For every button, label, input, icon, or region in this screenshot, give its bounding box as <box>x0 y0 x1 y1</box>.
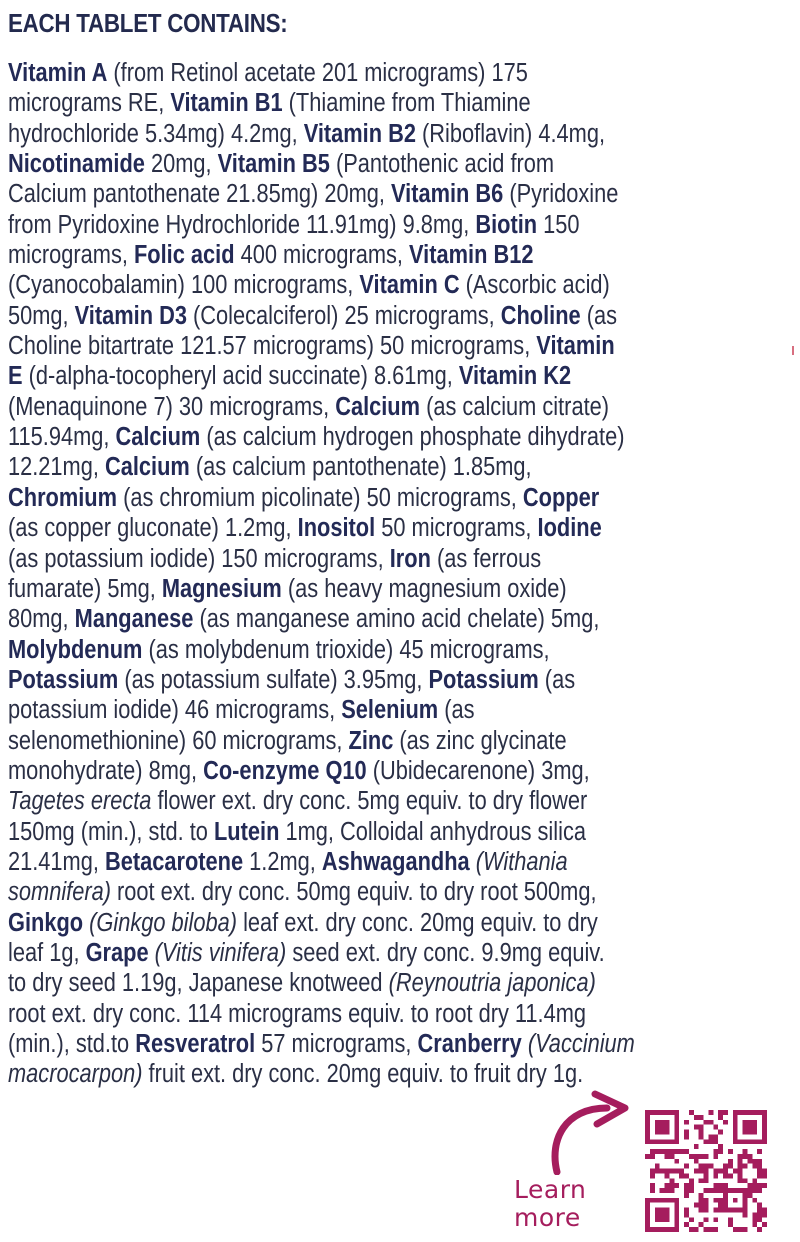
ingredient-line <box>8 635 778 665</box>
botanical-name: (Vaccinium <box>521 1030 635 1058</box>
ingredient-line <box>8 574 778 604</box>
ingredient-name: Iodine <box>537 514 602 543</box>
ingredient-line <box>8 756 778 786</box>
botanical-name: (Withania <box>469 847 568 876</box>
ingredient-detail: 115.94mg, <box>8 423 116 452</box>
ingredient-name: Molybdenum <box>8 635 143 664</box>
ingredient-detail: (as manganese amino acid chelate) 5mg, <box>193 605 600 634</box>
ingredient-detail: (as zinc glycinate <box>393 726 567 755</box>
ingredient-detail: (Ascorbic acid) <box>459 271 610 300</box>
ingredient-detail: selenomethionine) 60 micrograms, <box>8 726 349 755</box>
ingredient-name: Vitamin K2 <box>458 362 572 391</box>
ingredient-detail: fruit ext. dry conc. 20mg equiv. to fruit dry 1g. <box>142 1060 584 1089</box>
ingredient-name: Manganese <box>74 605 194 634</box>
ingredient-detail: (as molybdenum trioxide) 45 micrograms, <box>142 635 550 664</box>
ingredient-name: Folic acid <box>133 241 235 270</box>
ingredient-detail: 1mg, Colloidal anhydrous silica <box>279 817 586 846</box>
ingredient-line <box>8 695 778 725</box>
ingredient-detail: (from Retinol acetate 201 micrograms) 175 <box>107 59 528 87</box>
ingredient-detail: (Ubidecarenone) 3mg, <box>366 756 590 785</box>
ingredient-detail: 50mg, <box>8 301 75 330</box>
ingredient-detail: root ext. dry conc. 50mg equiv. to dry root 500mg, <box>110 878 597 907</box>
botanical-name: (Reynoutria japonica) <box>388 969 596 998</box>
ingredient-detail: (Colecalciferol) 25 micrograms, <box>186 301 501 330</box>
ingredient-line <box>8 392 778 422</box>
ingredient-name: Inositol <box>297 514 376 543</box>
ingredient-name: Ashwagandha <box>321 847 470 876</box>
ingredient-detail: (as potassium iodide) 150 micrograms, <box>8 544 390 573</box>
ingredient-detail: micrograms RE, <box>8 89 171 118</box>
ingredient-detail: 80mg, <box>8 605 75 634</box>
ingredient-detail: (Riboflavin) 4.4mg, <box>415 119 606 148</box>
ingredient-name: Vitamin B2 <box>303 119 416 148</box>
ingredient-detail: Choline bitartrate 121.57 micrograms) 50 micrograms, <box>8 332 537 361</box>
ingredient-detail: (as heavy magnesium oxide) <box>281 574 567 603</box>
ingredient-detail: (as calcium pantothenate) 1.85mg, <box>189 453 532 482</box>
ingredient-detail: 400 micrograms, <box>234 241 410 270</box>
ingredient-name: Calcium <box>104 453 190 482</box>
ingredient-detail: (d-alpha-tocopheryl acid succinate) 8.61mg, <box>22 362 459 391</box>
ingredient-detail: (as calcium hydrogen phosphate dihydrate) <box>200 423 625 452</box>
ingredient-name: Choline <box>500 301 581 330</box>
ingredient-detail: (as chromium picolinate) 50 micrograms, <box>117 483 523 512</box>
ingredient-detail: potassium iodide) 46 micrograms, <box>8 696 342 725</box>
ingredient-name: Vitamin B1 <box>170 89 283 118</box>
ingredient-detail: flower ext. dry conc. 5mg equiv. to dry flower <box>151 787 588 816</box>
learn-more-link[interactable] <box>514 1176 586 1232</box>
ingredient-name: E <box>8 362 23 391</box>
ingredient-line <box>8 877 778 907</box>
ingredient-line <box>8 1059 778 1089</box>
ingredient-name: Calcium <box>115 423 201 452</box>
learn-more-line1: Learn <box>514 1175 587 1204</box>
ingredient-detail: (Cyanocobalamin) 100 micrograms, <box>8 271 360 300</box>
botanical-name: macrocarpon) <box>8 1060 143 1089</box>
ingredient-line <box>8 270 778 300</box>
ingredient-line <box>8 301 778 331</box>
ingredient-line <box>8 179 778 209</box>
ingredient-name: Selenium <box>341 696 439 725</box>
ingredient-detail: 12.21mg, <box>8 453 105 482</box>
ingredient-line <box>8 88 778 118</box>
ingredient-name: Lutein <box>213 817 280 846</box>
ingredient-detail: fumarate) 5mg, <box>8 574 162 603</box>
ingredient-detail: Calcium pantothenate 21.85mg) 20mg, <box>8 180 391 209</box>
ingredient-detail: micrograms, <box>8 241 134 270</box>
ingredient-name: Vitamin B5 <box>217 150 330 179</box>
ingredient-detail: 21.41mg, <box>8 847 105 876</box>
ingredient-name: Magnesium <box>161 574 282 603</box>
ingredient-name: Vitamin A <box>8 59 108 87</box>
ingredient-detail: 57 micrograms, <box>255 1030 418 1058</box>
ingredient-name: Iron <box>389 544 431 573</box>
ingredient-line <box>8 240 778 270</box>
ingredient-name: Copper <box>522 483 600 512</box>
ingredient-name: Calcium <box>335 392 421 421</box>
ingredient-detail: (as ferrous <box>430 544 542 573</box>
ingredient-detail: to dry seed 1.19g, Japanese knotweed <box>8 969 389 998</box>
ingredient-detail: leaf ext. dry conc. 20mg equiv. to dry <box>237 908 598 937</box>
ingredient-detail: (Pyridoxine <box>503 180 619 209</box>
ingredients-list <box>8 58 800 1090</box>
ingredient-detail: 150 <box>537 210 580 239</box>
ingredient-line <box>8 331 778 361</box>
ingredient-detail: (Pantothenic acid from <box>329 150 555 179</box>
ingredient-line <box>8 665 778 695</box>
ingredient-detail: (as calcium citrate) <box>420 392 610 421</box>
ingredient-name: Nicotinamide <box>8 150 145 179</box>
ingredient-detail: leaf 1g, <box>8 938 86 967</box>
ingredient-detail: (as copper gluconate) 1.2mg, <box>8 514 298 543</box>
ingredient-detail: (Menaquinone 7) 30 micrograms, <box>8 392 336 421</box>
ingredient-name: Ginkgo <box>8 908 84 937</box>
ingredient-name: Zinc <box>348 726 394 755</box>
ingredient-line <box>8 483 778 513</box>
ingredient-name: Cranberry <box>417 1030 522 1058</box>
ingredient-name: Vitamin D3 <box>74 301 187 330</box>
ingredient-line <box>8 210 778 240</box>
ingredient-line <box>8 1029 778 1059</box>
ingredient-detail: (as potassium sulfate) 3.95mg, <box>118 665 429 694</box>
ingredient-line <box>8 544 778 574</box>
ingredient-detail: 20mg, <box>144 150 218 179</box>
botanical-name: somnifera) <box>8 878 111 907</box>
ingredient-name: Vitamin B6 <box>390 180 504 209</box>
ingredient-line <box>8 817 778 847</box>
botanical-name: (Ginkgo biloba) <box>83 908 238 937</box>
ingredient-detail: root ext. dry conc. 114 micrograms equiv. to root dry 11.4mg <box>8 999 587 1028</box>
ingredient-line <box>8 938 778 968</box>
ingredient-line <box>8 361 778 391</box>
ingredient-line <box>8 726 778 756</box>
botanical-name: (Vitis vinifera) <box>148 938 287 967</box>
ingredient-detail: 1.2mg, <box>243 847 322 876</box>
ingredient-name: Vitamin C <box>359 271 460 300</box>
ingredient-name: Vitamin <box>536 332 615 361</box>
ingredient-line <box>8 847 778 877</box>
ingredient-line <box>8 999 778 1029</box>
ingredient-line <box>8 452 778 482</box>
ingredient-name: Grape <box>85 938 149 967</box>
ingredient-name: Betacarotene <box>104 847 244 876</box>
ingredient-detail: (min.), std.to <box>8 1030 136 1058</box>
ingredient-line <box>8 58 778 88</box>
page-title: EACH TABLET CONTAINS: <box>8 8 288 38</box>
botanical-name: Tagetes erecta <box>8 787 152 816</box>
ingredient-detail: (as <box>438 696 475 725</box>
decorative-mark <box>792 346 794 355</box>
ingredient-detail: (as <box>580 301 618 330</box>
learn-more-line2: more <box>514 1203 581 1232</box>
ingredient-detail: 50 micrograms, <box>375 514 538 543</box>
ingredient-line <box>8 968 778 998</box>
ingredient-name: Co-enzyme Q10 <box>203 756 367 785</box>
ingredient-detail: from Pyridoxine Hydrochloride 11.91mg) 9.8mg, <box>8 210 476 239</box>
ingredient-line <box>8 149 778 179</box>
ingredient-line <box>8 604 778 634</box>
ingredient-name: Resveratrol <box>135 1030 256 1058</box>
ingredient-detail: 150mg (min.), std. to <box>8 817 214 846</box>
ingredient-detail: (Thiamine from Thiamine <box>282 89 531 118</box>
ingredient-name: Vitamin B12 <box>409 241 534 270</box>
ingredient-name: Potassium <box>8 665 119 694</box>
ingredient-line <box>8 908 778 938</box>
ingredient-name: Potassium <box>428 665 539 694</box>
ingredient-line <box>8 119 778 149</box>
ingredient-detail: hydrochloride 5.34mg) 4.2mg, <box>8 119 304 148</box>
ingredient-line <box>8 786 778 816</box>
ingredient-line <box>8 422 778 452</box>
curved-arrow-icon <box>535 1090 635 1175</box>
ingredient-detail: (as <box>538 665 576 694</box>
ingredient-name: Chromium <box>8 483 118 512</box>
ingredient-name: Biotin <box>475 210 538 239</box>
qr-code-icon[interactable] <box>645 1110 767 1232</box>
ingredient-detail: seed ext. dry conc. 9.9mg equiv. <box>286 938 605 967</box>
ingredient-line <box>8 513 778 543</box>
ingredient-detail: monohydrate) 8mg, <box>8 756 204 785</box>
